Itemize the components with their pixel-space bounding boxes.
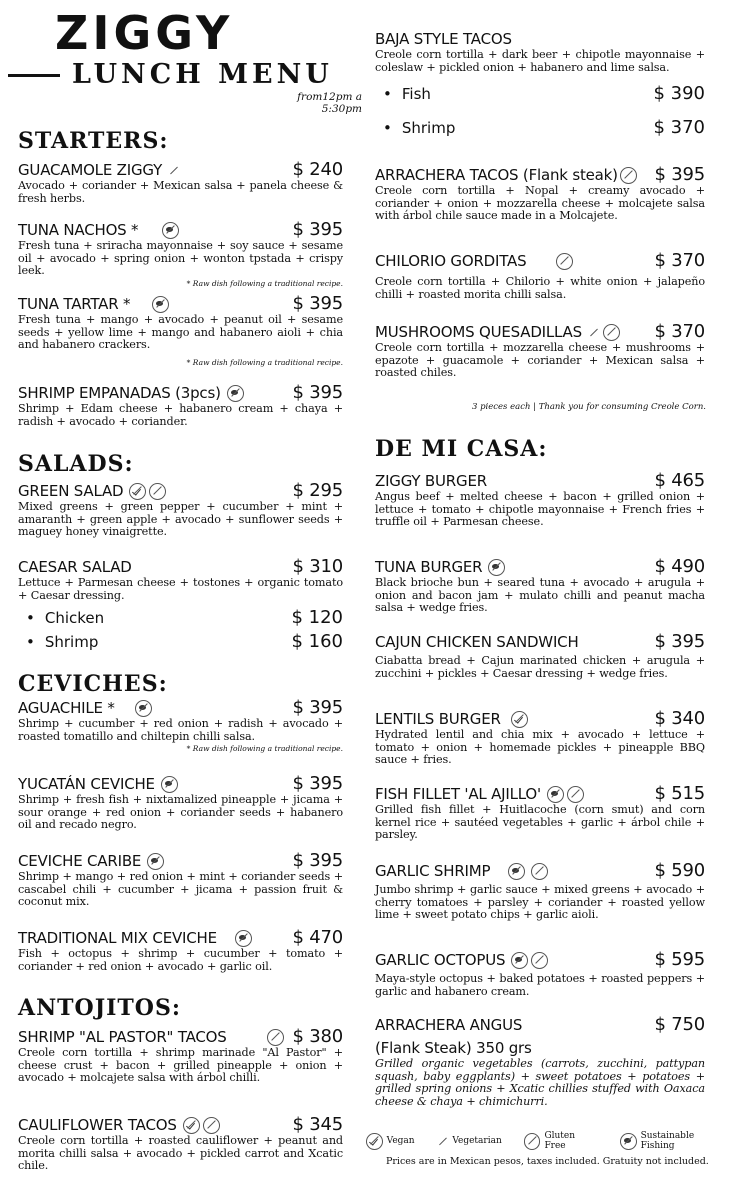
menu-item-caesar-salad: CAESAR SALAD $ 310 Lettuce + Parmesan cheese + tostones + organic tomato + Caesar dressing. • Chicken $ 120 • Shrimp $ 160 — [18, 558, 343, 652]
sustainable-fishing-icon — [235, 930, 252, 947]
menu-item-tuna-nachos: TUNA NACHOS * $ 395 Fresh tuna + sriracha mayonnaise + soy sauce + sesame oil + avocado + spring onion + wonton tpstada + crispy leek. * Raw dish following a traditional recipe. — [18, 219, 343, 288]
section-de-mi-casa: DE MI CASA: — [375, 436, 548, 462]
gluten-free-icon — [556, 253, 573, 270]
sustainable-fishing-icon — [508, 863, 525, 880]
title-rule — [8, 74, 60, 77]
vegetarian-icon — [168, 163, 180, 178]
gluten-free-icon — [531, 952, 548, 969]
menu-item-fish-fillet: FISH FILLET 'AL AJILLO' $ 515 Grilled fish fillet + Huitlacoche (corn smut) and corn kernel rice + sautéed vegetables + garlic + árbol chile + parsley. — [375, 783, 705, 842]
gluten-free-icon — [567, 786, 584, 803]
menu-item-mushrooms-quesadillas: MUSHROOMS QUESADILLAS $ 370 Creole corn tortilla + mozzarella cheese + mushrooms + epazote + guacamole + coriander + Mexican salsa + roasted chiles. — [375, 321, 705, 380]
menu-item-garlic-octopus: GARLIC OCTOPUS $ 595 Maya-style octopus + baked potatoes + roasted peppers + garlic and habanero cream. — [375, 949, 705, 998]
menu-item-arrachera-angus: ARRACHERA ANGUS $ 750 (Flank Steak) 350 grs Grilled organic vegetables (carrots, zucchini, pattypan squash, baby eggplants) + sweet potatoes + potatoes + grilled spring onions + Xcatic chillies stuffed with Oaxaca cheese & chaya + chimichurri. — [375, 1014, 705, 1108]
menu-item-cajun-chicken-sandwich: CAJUN CHICKEN SANDWICH $ 395 Ciabatta bread + Cajun marinated chicken + arugula + zucchini + pickles + Caesar dressing + wedge fries. — [375, 631, 705, 680]
sustainable-fishing-icon — [135, 700, 152, 717]
section-ceviches: CEVICHES: — [18, 671, 168, 697]
brand-logo: ZIGGY — [55, 6, 234, 60]
gluten-free-icon — [524, 1133, 541, 1150]
section-starters: STARTERS: — [18, 128, 169, 154]
menu-item-green-salad: GREEN SALAD $ 295 Mixed greens + green pepper + cucumber + mint + amaranth + green apple + avocado + sunflower seeds + maguey honey vinaigrette. — [18, 480, 343, 539]
dietary-legend: Vegan Vegetarian Gluten Free Sustainable Fishing — [366, 1131, 729, 1151]
sustainable-fishing-icon — [511, 952, 528, 969]
menu-item-al-pastor-tacos: SHRIMP "AL PASTOR" TACOS $ 380 Creole corn tortilla + shrimp marinade "Al Pastor" + cheese crust + bacon + grilled pineapple + onion + avocado + molcajete salsa with árbol chilli. — [18, 1026, 343, 1085]
sustainable-fishing-icon — [227, 385, 244, 402]
menu-title: LUNCH MENU — [72, 59, 333, 90]
vegan-icon — [511, 711, 528, 728]
menu-item-arrachera-tacos: ARRACHERA TACOS (Flank steak) $ 395 Creole corn tortilla + Nopal + creamy avocado + coriander + onion + mozzarella cheese + molcajete salsa with árbol chile sauce made in a Molcajete. — [375, 164, 705, 223]
gluten-free-icon — [620, 167, 637, 184]
vegan-icon — [183, 1117, 200, 1134]
gluten-free-icon — [531, 863, 548, 880]
sustainable-fishing-icon — [162, 222, 179, 239]
menu-item-guacamole: GUACAMOLE ZIGGY $ 240 Avocado + coriander + Mexican salsa + panela cheese & fresh herbs. — [18, 159, 343, 205]
menu-item-tuna-tartar: TUNA TARTAR * $ 395 Fresh tuna + mango + avocado + peanut oil + sesame seeds + yellow lime + mango and habanero aioli + chia and habanero crackers. * Raw dish following a traditional recipe. — [18, 293, 343, 367]
menu-item-aguachile: AGUACHILE * $ 395 Shrimp + cucumber + red onion + radish + avocado + roasted tomatillo and chiltepin chilli salsa. * Raw dish following a traditional recipe. — [18, 697, 343, 754]
vegan-icon — [366, 1133, 383, 1150]
corn-note: 3 pieces each | Thank you for consuming Creole Corn. — [471, 402, 706, 412]
menu-item-garlic-shrimp: GARLIC SHRIMP $ 590 Jumbo shrimp + garlic sauce + mixed greens + avocado + cherry tomatoes + parsley + coriander + roasted yellow lime + sweet potato chips + garlic aioli. — [375, 860, 705, 922]
vegan-icon — [129, 483, 146, 500]
sustainable-fishing-icon — [161, 776, 178, 793]
price-footer: Prices are in Mexican pesos, taxes included. Gratuity not included. — [386, 1156, 709, 1167]
gluten-free-icon — [203, 1117, 220, 1134]
menu-item-ziggy-burger: ZIGGY BURGER $ 465 Angus beef + melted cheese + bacon + grilled onion + lettuce + tomato + chipotle mayonnaise + French fries + truffle oil + Parmesan cheese. — [375, 470, 705, 529]
menu-item-cauliflower-tacos: CAULIFLOWER TACOS $ 345 Creole corn tortilla + roasted cauliflower + peanut and morita chilli salsa + avocado + pickled carrot and Xcatic chile. — [18, 1114, 343, 1173]
menu-item-tuna-burger: TUNA BURGER $ 490 Black brioche bun + seared tuna + avocado + arugula + onion and bacon jam + mulato chilli and peanut macha salsa + wedge fries. — [375, 556, 705, 615]
section-antojitos: ANTOJITOS: — [18, 995, 181, 1021]
gluten-free-icon — [149, 483, 166, 500]
hours: from12pm a 5:30pm — [297, 91, 362, 115]
sustainable-fishing-icon — [152, 296, 169, 313]
sustainable-fishing-icon — [620, 1133, 637, 1150]
menu-item-yucatan-ceviche: YUCATÁN CEVICHE $ 395 Shrimp + fresh fish + nixtamalized pineapple + jicama + sour orange + red onion + coriander seeds + habanero oil and recado negro. — [18, 773, 343, 832]
section-salads: SALADS: — [18, 451, 134, 477]
menu-item-chilorio-gorditas: CHILORIO GORDITAS $ 370 Creole corn tortilla + Chilorio + white onion + jalapeño chilli + roasted morita chilli salsa. — [375, 250, 705, 301]
menu-item-empanadas: SHRIMP EMPANADAS (3pcs) $ 395 Shrimp + Edam cheese + habanero cream + chaya + radish + avocado + coriander. — [18, 382, 343, 428]
menu-item-traditional-mix-ceviche: TRADITIONAL MIX CEVICHE $ 470 Fish + octopus + shrimp + cucumber + tomato + coriander + red onion + avocado + garlic oil. — [18, 927, 343, 973]
menu-item-baja-tacos: BAJA STYLE TACOS Creole corn tortilla + dark beer + chipotle mayonnaise + coleslaw + pickled onion + habanero and lime salsa. • Fish $ 390 • Shrimp $ 370 — [375, 30, 705, 138]
sustainable-fishing-icon — [547, 786, 564, 803]
gluten-free-icon — [267, 1029, 284, 1046]
sustainable-fishing-icon — [147, 853, 164, 870]
menu-item-ceviche-caribe: CEVICHE CARIBE $ 395 Shrimp + mango + red onion + mint + coriander seeds + cascabel chili + cucumber + jicama + passion fruit & coconut mix. — [18, 850, 343, 909]
vegetarian-icon — [437, 1134, 449, 1149]
vegetarian-icon — [588, 325, 600, 340]
sustainable-fishing-icon — [488, 559, 505, 576]
menu-item-lentils-burger: LENTILS BURGER $ 340 Hydrated lentil and chia mix + avocado + lettuce + tomato + onion + homemade pickles + pineapple BBQ sauce + fries. — [375, 708, 705, 767]
gluten-free-icon — [603, 324, 620, 341]
